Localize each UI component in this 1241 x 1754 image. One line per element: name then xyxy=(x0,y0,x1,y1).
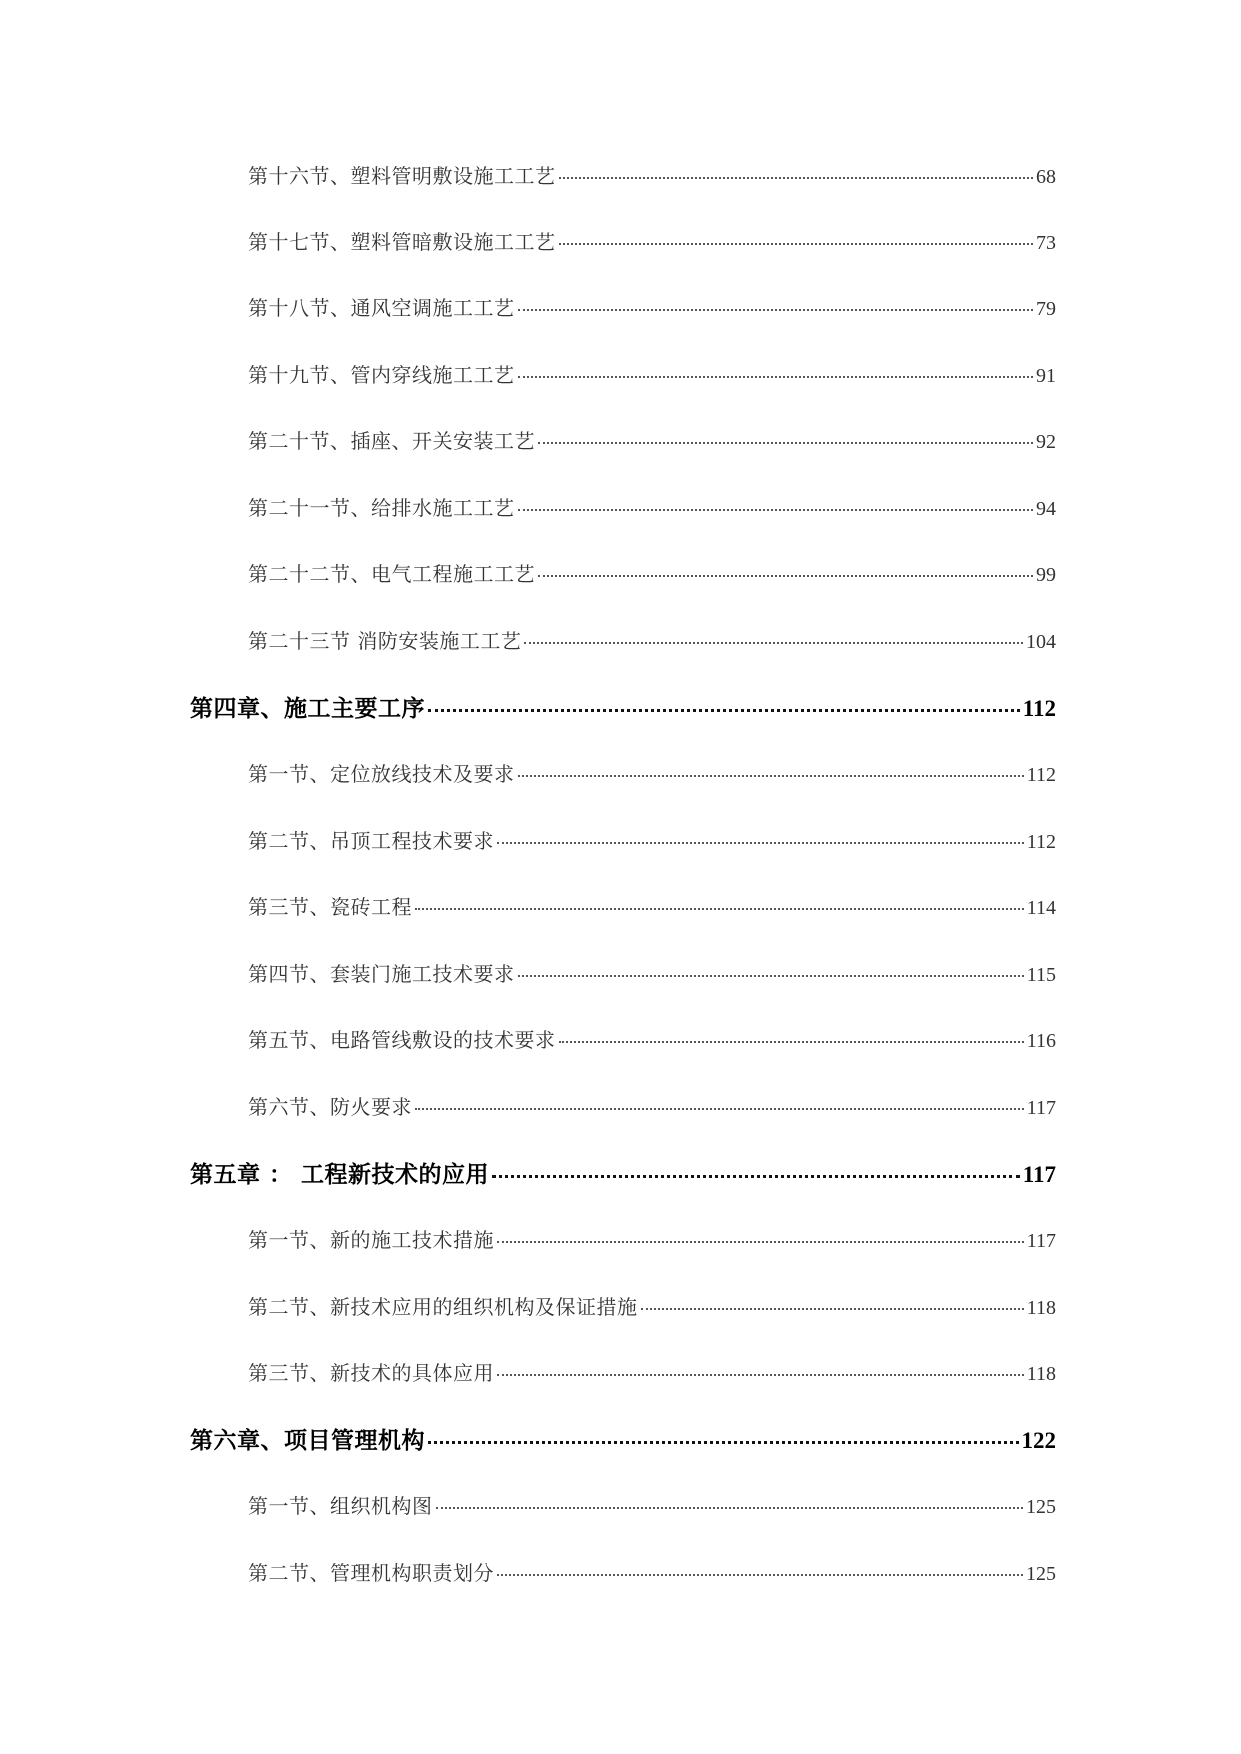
toc-entry-page: 114 xyxy=(1026,897,1056,919)
toc-chapter-title: 第四章、施工主要工序 xyxy=(190,695,425,722)
toc-entry-page: 112 xyxy=(1026,831,1056,853)
toc-entry[interactable] xyxy=(248,160,1056,189)
toc-entry-page: 68 xyxy=(1036,166,1056,188)
toc-leader-dots xyxy=(518,975,1024,977)
toc-entry[interactable] xyxy=(248,1091,1056,1120)
toc-entry[interactable] xyxy=(248,891,1056,920)
toc-chapter-page: 117 xyxy=(1022,1162,1056,1187)
toc-leader-dots xyxy=(518,775,1024,777)
toc-leader-dots xyxy=(436,1507,1024,1509)
toc-entry[interactable] xyxy=(248,1224,1056,1253)
toc-entry-title: 第一节、定位放线技术及要求 xyxy=(248,762,515,786)
toc-chapter-page: 122 xyxy=(1021,1428,1056,1453)
toc-entry-page: 94 xyxy=(1036,498,1056,520)
toc-entry-page: 115 xyxy=(1026,964,1056,986)
toc-entry-title: 第二节、新技术应用的组织机构及保证措施 xyxy=(248,1295,638,1319)
toc-entry[interactable] xyxy=(248,1024,1056,1053)
toc-leader-dots xyxy=(538,575,1033,577)
toc-entry[interactable] xyxy=(248,226,1056,255)
toc-entry-title: 第二节、吊顶工程技术要求 xyxy=(248,829,494,853)
toc-leader-dots xyxy=(497,1374,1024,1376)
toc-leader-dots xyxy=(559,243,1034,245)
toc-entry-title: 第三节、瓷砖工程 xyxy=(248,895,412,919)
toc-entry-page: 117 xyxy=(1026,1097,1056,1119)
toc-entry[interactable] xyxy=(248,1291,1056,1320)
toc-entry-page: 117 xyxy=(1026,1230,1056,1252)
toc-entry-page: 73 xyxy=(1036,232,1056,254)
toc-entry[interactable] xyxy=(248,758,1056,787)
toc-entry[interactable] xyxy=(248,292,1056,321)
toc-leader-dots xyxy=(559,177,1034,179)
toc-leader-dots xyxy=(497,842,1024,844)
toc-entry-title: 第二十三节 消防安装施工工艺 xyxy=(248,629,522,653)
toc-entry-page: 118 xyxy=(1026,1297,1056,1319)
toc-leader-dots xyxy=(538,442,1033,444)
toc-entry-page: 118 xyxy=(1026,1363,1056,1385)
toc-entry-page: 112 xyxy=(1026,764,1056,786)
toc-chapter-page: 112 xyxy=(1022,696,1056,721)
toc-entry-title: 第六节、防火要求 xyxy=(248,1095,412,1119)
toc-entry-title: 第十九节、管内穿线施工工艺 xyxy=(248,363,515,387)
toc-entry[interactable] xyxy=(248,825,1056,854)
toc-entry-title: 第一节、新的施工技术措施 xyxy=(248,1228,494,1252)
toc-chapter[interactable] xyxy=(190,1422,1056,1455)
toc-entry[interactable] xyxy=(248,558,1056,587)
toc-entry-page: 91 xyxy=(1036,365,1056,387)
toc-entry-title: 第二十一节、给排水施工工艺 xyxy=(248,496,515,520)
toc-leader-dots xyxy=(428,1441,1019,1444)
toc-leader-dots xyxy=(524,642,1023,644)
toc-leader-dots xyxy=(415,908,1024,910)
toc-entry-page: 116 xyxy=(1026,1030,1056,1052)
toc-leader-dots xyxy=(559,1041,1024,1043)
toc-chapter[interactable] xyxy=(190,690,1056,723)
toc-leader-dots xyxy=(428,709,1020,712)
toc-entry[interactable] xyxy=(248,1557,1056,1586)
toc-leader-dots xyxy=(497,1574,1023,1576)
toc-entry-title: 第二十节、插座、开关安装工艺 xyxy=(248,429,535,453)
toc-entry-title: 第一节、组织机构图 xyxy=(248,1494,433,1518)
toc-entry-page: 125 xyxy=(1026,1563,1056,1585)
toc-leader-dots xyxy=(518,376,1034,378)
toc-leader-dots xyxy=(518,509,1034,511)
toc-entry[interactable] xyxy=(248,625,1056,654)
toc-entry-title: 第四节、套装门施工技术要求 xyxy=(248,962,515,986)
toc-leader-dots xyxy=(641,1308,1024,1310)
toc-chapter-title: 第五章 ： 工程新技术的应用 xyxy=(190,1161,490,1188)
toc-entry[interactable] xyxy=(248,958,1056,987)
toc-entry-title: 第五节、电路管线敷设的技术要求 xyxy=(248,1028,556,1052)
toc-entry-page: 99 xyxy=(1036,564,1056,586)
toc-leader-dots xyxy=(518,309,1034,311)
toc-leader-dots xyxy=(415,1108,1024,1110)
toc-entry-title: 第十八节、通风空调施工工艺 xyxy=(248,296,515,320)
toc-entry[interactable] xyxy=(248,1357,1056,1386)
toc-entry-page: 92 xyxy=(1036,431,1056,453)
toc-entry-title: 第十六节、塑料管明敷设施工工艺 xyxy=(248,164,556,188)
toc-entry[interactable] xyxy=(248,359,1056,388)
toc-chapter[interactable] xyxy=(190,1156,1056,1189)
toc-entry-title: 第十七节、塑料管暗敷设施工工艺 xyxy=(248,230,556,254)
toc-entry-page: 79 xyxy=(1036,298,1056,320)
toc-entry[interactable] xyxy=(248,425,1056,454)
toc-leader-dots xyxy=(492,1175,1020,1178)
toc-entry[interactable] xyxy=(248,492,1056,521)
toc-entry-title: 第三节、新技术的具体应用 xyxy=(248,1361,494,1385)
toc-chapter-title: 第六章、项目管理机构 xyxy=(190,1427,425,1454)
toc-entry-page: 125 xyxy=(1026,1496,1056,1518)
toc-entry-page: 104 xyxy=(1026,631,1056,653)
toc-entry[interactable] xyxy=(248,1490,1056,1519)
toc-entry-title: 第二节、管理机构职责划分 xyxy=(248,1561,494,1585)
toc-leader-dots xyxy=(497,1241,1024,1243)
toc-entry-title: 第二十二节、电气工程施工工艺 xyxy=(248,562,535,586)
